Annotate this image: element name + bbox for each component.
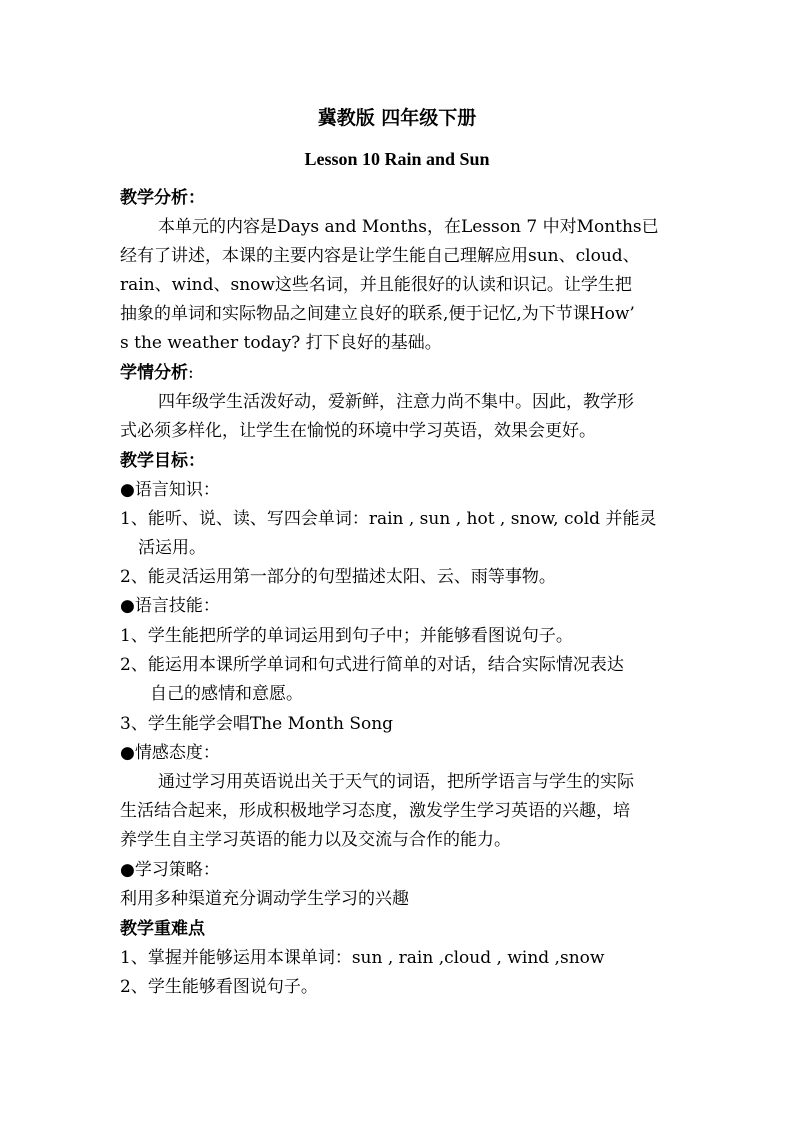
language-knowledge-item: 2、能灵活运用第一部分的句型描述太阳、云、雨等事物。 — [120, 567, 556, 587]
teaching-analysis-line: 抽象的单词和实际物品之间建立良好的联系,便于记忆,为下节课How’ — [120, 304, 635, 324]
language-skills-item: 3、学生能学会唱The Month Song — [120, 714, 394, 734]
document-title: 冀教版 四年级下册 — [317, 107, 477, 129]
language-knowledge-item-continuation: 活运用。 — [138, 538, 206, 558]
student-analysis-heading: 学情分析 — [120, 363, 188, 383]
language-knowledge-label: ●语言知识： — [120, 480, 220, 500]
teaching-analysis-line: 本单元的内容是Days and Months，在Lesson 7 中对Months已 — [158, 217, 659, 237]
student-analysis-colon: : — [188, 363, 194, 383]
student-analysis-heading-row — [120, 361, 680, 385]
language-skills-item-continuation: 自己的感情和意愿。 — [150, 684, 303, 704]
emotion-attitude-line: 生活结合起来，形成积极地学习态度，激发学生学习英语的兴趣，培 — [120, 801, 630, 821]
teaching-analysis-line: 经有了讲述，本课的主要内容是让学生能自己理解应用sun、cloud、 — [120, 246, 640, 266]
teaching-analysis-heading: 教学分析： — [120, 188, 205, 208]
language-skills-item: 2、能运用本课所学单词和句式进行简单的对话，结合实际情况表达 — [120, 655, 624, 675]
learning-strategy-line: 利用多种渠道充分调动学生学习的兴趣 — [120, 889, 409, 909]
key-points-item: 1、掌握并能够运用本课单词：sun , rain ,cloud , wind ,snow — [120, 948, 605, 968]
teaching-analysis-line: s the weather today? 打下良好的基础。 — [120, 333, 442, 353]
key-points-item: 2、学生能够看图说句子。 — [120, 977, 318, 997]
language-skills-item: 1、学生能把所学的单词运用到句子中；并能够看图说句子。 — [120, 626, 573, 646]
emotion-attitude-line: 养学生自主学习英语的能力以及交流与合作的能力。 — [120, 830, 511, 850]
teaching-goals-heading: 教学目标： — [120, 451, 205, 471]
learning-strategy-label: ●学习策略： — [120, 860, 220, 880]
emotion-attitude-line: 通过学习用英语说出关于天气的词语，把所学语言与学生的实际 — [158, 772, 634, 792]
emotion-attitude-label: ●情感态度： — [120, 743, 220, 763]
language-skills-label: ●语言技能： — [120, 596, 220, 616]
student-analysis-line: 四年级学生活泼好动，爱新鲜，注意力尚不集中。因此，教学形 — [158, 392, 634, 412]
language-knowledge-item: 1、能听、说、读、写四会单词：rain , sun , hot , snow, cold 并能灵 — [120, 509, 657, 529]
key-points-heading: 教学重难点 — [120, 919, 205, 939]
teaching-analysis-line: rain、wind、snow这些名词，并且能很好的认读和识记。让学生把 — [120, 275, 632, 295]
lesson-title: Lesson 10 Rain and Sun — [304, 149, 490, 169]
student-analysis-line: 式必须多样化，让学生在愉悦的环境中学习英语，效果会更好。 — [120, 421, 596, 441]
